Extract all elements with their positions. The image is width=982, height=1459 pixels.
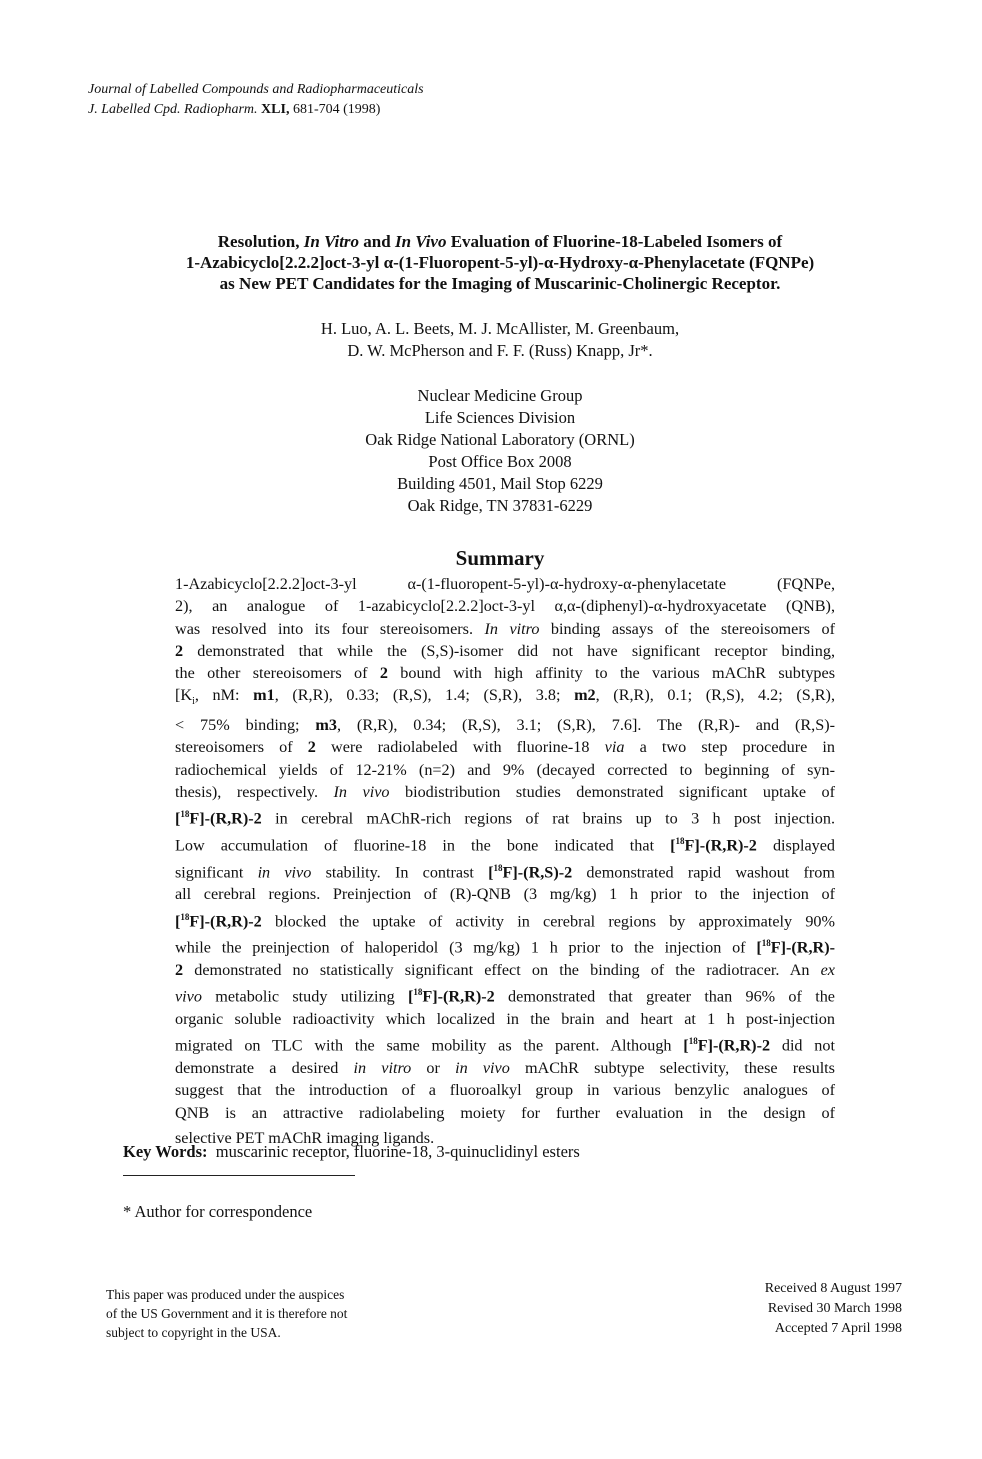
affiliation — [200, 385, 800, 517]
abstract-line: vivo metabolic study utilizing [$^{18}$F]-(R,R)-2 demonstrated that greater than 96% of the — [175, 987, 835, 1006]
abstract-line: QNB is an attractive radiolabeling moiety for further evaluation in the design of — [175, 1103, 835, 1122]
abstract-line: 2 demonstrated no statistically significant effect on the binding of the radiotracer. An ex — [175, 960, 835, 979]
keywords-text: muscarinic receptor, fluorine-18, 3-quinuclidinyl esters — [215, 1142, 580, 1161]
title-line-2: 1-Azabicyclo[2.2.2]oct-3-yl α-(1-Fluoropent-5-yl)-α-Hydroxy-α-Phenylacetate (FQNPe) — [185, 253, 815, 272]
abstract-line: stereoisomers of 2 were radiolabeled with fluorine-18 via a two step procedure in — [175, 738, 836, 757]
author-list — [160, 318, 840, 362]
copyright-line: This paper was produced under the auspices — [106, 1287, 345, 1302]
abstract-line: while the preinjection of haloperidol (3 mg/kg) 1 h prior to the injection of [$^{18}$F]-(R,R)- — [175, 938, 835, 957]
history-dates — [720, 1279, 902, 1339]
abstract-line: Low accumulation of fluorine-18 in the bone indicated that [$^{18}$F]-(R,R)-2 displayed — [175, 835, 836, 855]
authors-line-2: D. W. McPherson and F. F. (Russ) Knapp, Jr*. — [347, 341, 653, 360]
affiliation-line: Oak Ridge National Laboratory (ORNL) — [365, 430, 635, 449]
correspondence-note: * Author for correspondence — [123, 1202, 313, 1221]
abstract-line: organic soluble radioactivity which localized in the brain and heart at 1 h post-injection — [175, 1009, 835, 1028]
affiliation-line: Building 4501, Mail Stop 6229 — [397, 474, 603, 493]
accepted-date: Accepted 7 April 1998 — [774, 1321, 902, 1336]
summary-heading: Summary — [455, 546, 545, 570]
abstract-line: all cerebral regions. Preinjection of (R)-QNB (3 mg/kg) 1 h prior to the injection of — [175, 885, 835, 904]
authors-line-1: H. Luo, A. L. Beets, M. J. McAllister, M. Greenbaum, — [320, 319, 680, 338]
abstract-line: demonstrate a desired in vitro or in vivo mAChR subtype selectivity, these results — [175, 1058, 835, 1077]
revised-date: Revised 30 March 1998 — [767, 1301, 902, 1316]
abstract-line: radiochemical yields of 12-21% (n=2) and 9% (decayed corrected to beginning of syn- — [175, 760, 835, 779]
abstract-body — [175, 573, 835, 1149]
affiliation-line: Oak Ridge, TN 37831-6229 — [407, 496, 593, 515]
abstract-line: < 75% binding; m3, (R,R), 0.34; (R,S), 3.1; (S,R), 7.6]. The (R,R)- and (R,S)- — [175, 716, 836, 735]
title-text: In Vivo — [394, 232, 447, 251]
affiliation-line: Nuclear Medicine Group — [417, 386, 583, 405]
footnote-divider — [123, 1175, 355, 1176]
journal-pages-year: 681-704 (1998) — [292, 102, 381, 117]
abstract-line: [$^{18}$F]-(R,R)-2 blocked the uptake of activity in cerebral regions by approximately 90% — [175, 911, 835, 930]
received-date: Received 8 August 1997 — [764, 1281, 902, 1296]
journal-citation — [88, 100, 424, 120]
abstract-line: 2 demonstrated that while the (S,S)-isomer did not have significant receptor binding, — [175, 641, 835, 660]
keywords — [123, 1142, 580, 1162]
title-text: Evaluation of Fluorine-18-Labeled Isomers of — [446, 232, 783, 251]
abstract-line: thesis), respectively. In vivo biodistribution studies demonstrated significant uptake of — [175, 782, 835, 801]
title-line-1 — [100, 231, 900, 252]
abstract-line: was resolved into its four stereoisomers. In vitro binding assays of the stereoisomers of — [175, 619, 835, 638]
journal-header — [88, 80, 424, 120]
abstract-line: the other stereoisomers of 2 bound with high affinity to the various mAChR subtypes — [175, 664, 836, 683]
copyright-note — [106, 1285, 347, 1342]
title-text: In Vitro — [303, 232, 360, 251]
abstract-line: [$^{18}$F]-(R,R)-2 in cerebral mAChR-rich regions of rat brains up to 3 h post injection. — [175, 809, 835, 828]
abstract-line: 2), an analogue of 1-azabicyclo[2.2.2]oct-3-yl α,α-(diphenyl)-α-hydroxyacetate (QNB), — [175, 597, 835, 616]
abstract-line: [$K_i$, nM: m1, (R,R), 0.33; (R,S), 1.4; (S,R), 3.8; m2, (R,R), 0.1; (R,S), 4.2; (S,R), — [175, 686, 835, 708]
abstract-line: selective PET mAChR imaging ligands. — [175, 1128, 435, 1147]
affiliation-line: Post Office Box 2008 — [428, 452, 572, 471]
keywords-label: Key Words: — [123, 1142, 208, 1161]
copyright-line: of the US Government and it is therefore not — [106, 1306, 348, 1321]
article-title — [100, 231, 900, 294]
abstract-line: significant in vivo stability. In contrast [$^{18}$F]-(R,S)-2 demonstrated rapid washout from — [175, 862, 835, 881]
title-text: Resolution, — [217, 232, 304, 251]
abstract-line: migrated on TLC with the same mobility as the parent. Although [$^{18}$F]-(R,R)-2 did not — [175, 1036, 835, 1055]
journal-volume: XLI, — [261, 102, 290, 117]
abstract-line: 1-Azabicyclo[2.2.2]oct-3-yl α-(1-fluoropent-5-yl)-α-hydroxy-α-phenylacetate (FQNPe, — [175, 575, 835, 593]
journal-abbrev: J. Labelled Cpd. Radiopharm. — [88, 102, 258, 117]
title-text: and — [359, 232, 395, 251]
journal-name: Journal of Labelled Compounds and Radiopharmaceuticals — [88, 82, 424, 97]
abstract-line: suggest that the introduction of a fluoroalkyl group in various benzylic analogues of — [175, 1081, 835, 1100]
affiliation-line: Life Sciences Division — [424, 408, 576, 427]
copyright-line: subject to copyright in the USA. — [106, 1325, 281, 1340]
title-line-3: as New PET Candidates for the Imaging of Muscarinic-Cholinergic Receptor. — [219, 274, 781, 293]
